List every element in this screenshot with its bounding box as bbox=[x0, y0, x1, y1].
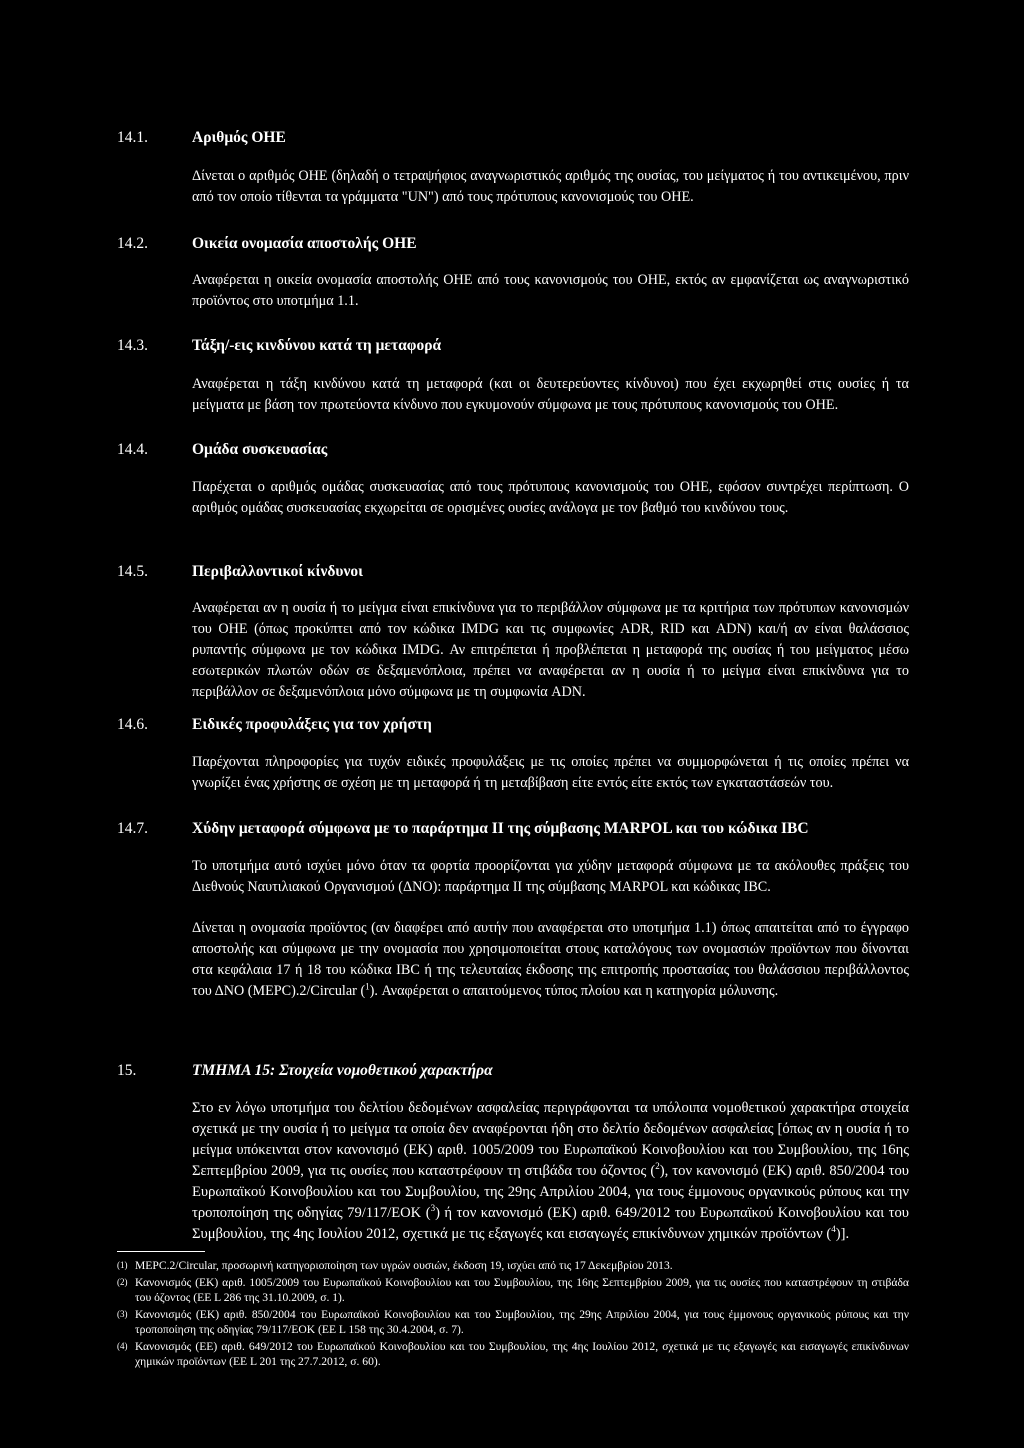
footnote: (3) Κανονισμός (ΕΚ) αριθ. 850/2004 του Ευρωπαϊκού Κοινοβουλίου και του Συμβουλίου, της 29ης Απριλίου 2004, για τους έμμονους οργανικούς ρύπους και την τροποποίηση της οδηγίας 79/117/ΕΟΚ (ΕΕ L 158 της 30.4.2004, σ. 7). bbox=[117, 1307, 909, 1336]
section-body: Παρέχονται πληροφορίες για τυχόν ειδικές προφυλάξεις με τις οποίες πρέπει να συμμορφώνεται ή τις οποίες πρέπει να γνωρίζει ένας χρήστης σε σχέση με τη μεταφορά ή τη μεταβίβαση είτε εντός είτε εκτός των εγκαταστάσεών του. bbox=[192, 754, 909, 791]
section-body: Στο εν λόγω υποτμήμα του δελτίου δεδομένων ασφαλείας περιγράφονται τα υπόλοιπα νομοθετικού χαρακτήρα στοιχεία σχετικά με την ουσία ή το μείγμα τα οποία δεν αναφέρονται ήδη στο δελτίο δεδομένων ασφαλείας [όπως αν η ουσία ή το μείγμα υπόκεινται στον κανονισμό (ΕΚ) αριθ. 1005/2009 του Ευρωπαϊκού Κοινοβουλίου και του Συμβουλίου, της 16ης Σεπτεμβρίου 2009, για τις ουσίες που καταστρέφουν τη στιβάδα του όζοντος ($^2$), τον κανονισμό (ΕΚ) αριθ. 850/2004 του Ευρωπαϊκού Κοινοβουλίου και του Συμβουλίου, της 29ης Απριλίου 2004, για τους έμμονους οργανικούς ρύπους και την τροποποίηση της οδηγίας 79/117/ΕΟΚ ($^3$) ή τον κανονισμό (ΕΚ) αριθ. 649/2012 του Ευρωπαϊκού Κοινοβουλίου και του Συμβουλίου, της 4ης Ιουλίου 2012, σχετικά με τις εξαγωγές και εισαγωγές επικίνδυνων χημικών προϊόντων ($^4$)]. bbox=[192, 1100, 909, 1242]
footnote-ref: 3 bbox=[430, 1203, 436, 1214]
section-body: Αναφέρεται η τάξη κινδύνου κατά τη μεταφορά (και οι δευτερεύοντες κίνδυνοι) που έχει εκχωρηθεί στις ουσίες ή τα μείγματα με βάση τον πρωτεύοντα κίνδυνο που εγκυμονούν σύμφωνα με τους πρότυπους κανονισμούς του ΟΗΕ. bbox=[192, 376, 909, 413]
section-title: Ειδικές προφυλάξεις για τον χρήστη bbox=[192, 716, 432, 733]
section-number: 15. bbox=[117, 1062, 137, 1079]
section-title: Ομάδα συσκευασίας bbox=[192, 441, 328, 458]
footnote-divider bbox=[117, 1251, 205, 1252]
section-number: 14.1. bbox=[117, 129, 148, 146]
footnote: (1) MEPC.2/Circular, προσωρινή κατηγοριοποίηση των υγρών ουσιών, έκδοση 19, ισχύει από τις 17 Δεκεμβρίου 2013. bbox=[117, 1259, 673, 1272]
footnote-ref: 2 bbox=[655, 1161, 660, 1172]
section-number: 14.6. bbox=[117, 716, 148, 733]
section-title: Οικεία ονομασία αποστολής ΟΗΕ bbox=[192, 235, 417, 252]
section-number: 14.4. bbox=[117, 441, 148, 458]
footnote-ref: 1 bbox=[365, 981, 370, 992]
section-title: Τάξη/-εις κινδύνου κατά τη μεταφορά bbox=[192, 337, 442, 354]
footnote: (4) Κανονισμός (ΕΕ) αριθ. 649/2012 του Ευρωπαϊκού Κοινοβουλίου και του Συμβουλίου, της 4ης Ιουλίου 2012, σχετικά με τις εξαγωγές και εισαγωγές επικίνδυνων χημικών προϊόντων (ΕΕ L 201 της 27.7.2012, σ. 60). bbox=[117, 1339, 909, 1368]
section-number: 14.5. bbox=[117, 563, 148, 580]
section-body: Αναφέρεται η οικεία ονομασία αποστολής ΟΗΕ από τους κανονισμούς του ΟΗΕ, εκτός αν εμφανίζεται ως αναγνωριστικό προϊόντος στο υποτμήμα 1.1. bbox=[192, 272, 909, 309]
section-title: Αριθμός ΟΗΕ bbox=[192, 129, 286, 146]
section-body: Αναφέρεται αν η ουσία ή το μείγμα είναι επικίνδυνα για το περιβάλλον σύμφωνα με τα κριτήρια των πρότυπων κανονισμών του ΟΗΕ (όπως προκύπτει από τον κώδικα IMDG και τις συμφωνίες ADR, RID και ADN) και/ή αν είναι θαλάσσιος ρυπαντής σύμφωνα με τον κώδικα IMDG. Αν επιτρέπεται ή προβλέπεται η μεταφορά της ουσίας ή του μείγματος μέσω εσωτερικών πλωτών οδών σε δεξαμενόπλοια, πρέπει να αναφέρεται αν η ουσία ή το μείγμα είναι επικίνδυνα για το περιβάλλον σε δεξαμενόπλοια μόνο σύμφωνα με τη συμφωνία ADN. bbox=[192, 600, 909, 700]
footnote-ref: 4 bbox=[831, 1224, 836, 1235]
section-body: Δίνεται η ονομασία προϊόντος (αν διαφέρει από αυτήν που αναφέρεται στο υποτμήμα 1.1) όπως απαιτείται από το έγγραφο αποστολής και σύμφωνα με την ονομασία που χρησιμοποιείται στους καταλόγους των ονομασιών προϊόντων που δίνονται στα κεφάλαια 17 ή 18 του κώδικα IBC ή της τελευταίας έκδοσης της επιτροπής προστασίας του θαλάσσιου περιβάλλοντος του ΔΝΟ (MEPC).2/Circular ($^1$). Αναφέρεται ο απαιτούμενος τύπος πλοίου και η κατηγορία μόλυνσης. bbox=[192, 920, 909, 999]
section-body: Δίνεται ο αριθμός ΟΗΕ (δηλαδή ο τετραψήφιος αναγνωριστικός αριθμός της ουσίας, του μείγματος ή του αντικειμένου, πριν από τον οποίο τίθενται τα γράμματα "UN") από τους πρότυπους κανονισμούς του ΟΗΕ. bbox=[192, 168, 909, 205]
footnote: (2) Κανονισμός (ΕΚ) αριθ. 1005/2009 του Ευρωπαϊκού Κοινοβουλίου και του Συμβουλίου, της 16ης Σεπτεμβρίου 2009, για τις ουσίες που καταστρέφουν τη στιβάδα του όζοντος (ΕΕ L 286 της 31.10.2009, σ. 1). bbox=[117, 1275, 909, 1304]
section-number: 14.3. bbox=[117, 337, 148, 354]
footnotes bbox=[117, 1258, 909, 1371]
section-number: 14.2. bbox=[117, 235, 148, 252]
section-body: Το υποτμήμα αυτό ισχύει μόνο όταν τα φορτία προορίζονται για χύδην μεταφορά σύμφωνα με τα ακόλουθες πράξεις του Διεθνούς Ναυτιλιακού Οργανισμού (ΔΝΟ): παράρτημα II της σύμβασης MARPOL και κώδικας IBC. bbox=[192, 858, 909, 895]
section-title: Περιβαλλοντικοί κίνδυνοι bbox=[192, 563, 363, 580]
section-body: Παρέχεται ο αριθμός ομάδας συσκευασίας από τους πρότυπους κανονισμούς του ΟΗΕ, εφόσον συντρέχει περίπτωση. Ο αριθμός ομάδας συσκευασίας εκχωρείται σε ορισμένες ουσίες ανάλογα με τον βαθμό του κινδύνου τους. bbox=[192, 479, 909, 516]
section-number: 14.7. bbox=[117, 820, 148, 837]
section-title: Χύδην μεταφορά σύμφωνα με το παράρτημα II της σύμβασης MARPOL και του κώδικα IBC bbox=[192, 820, 809, 837]
section-title: ΤΜΗΜΑ 15: Στοιχεία νομοθετικού χαρακτήρα bbox=[192, 1062, 493, 1079]
